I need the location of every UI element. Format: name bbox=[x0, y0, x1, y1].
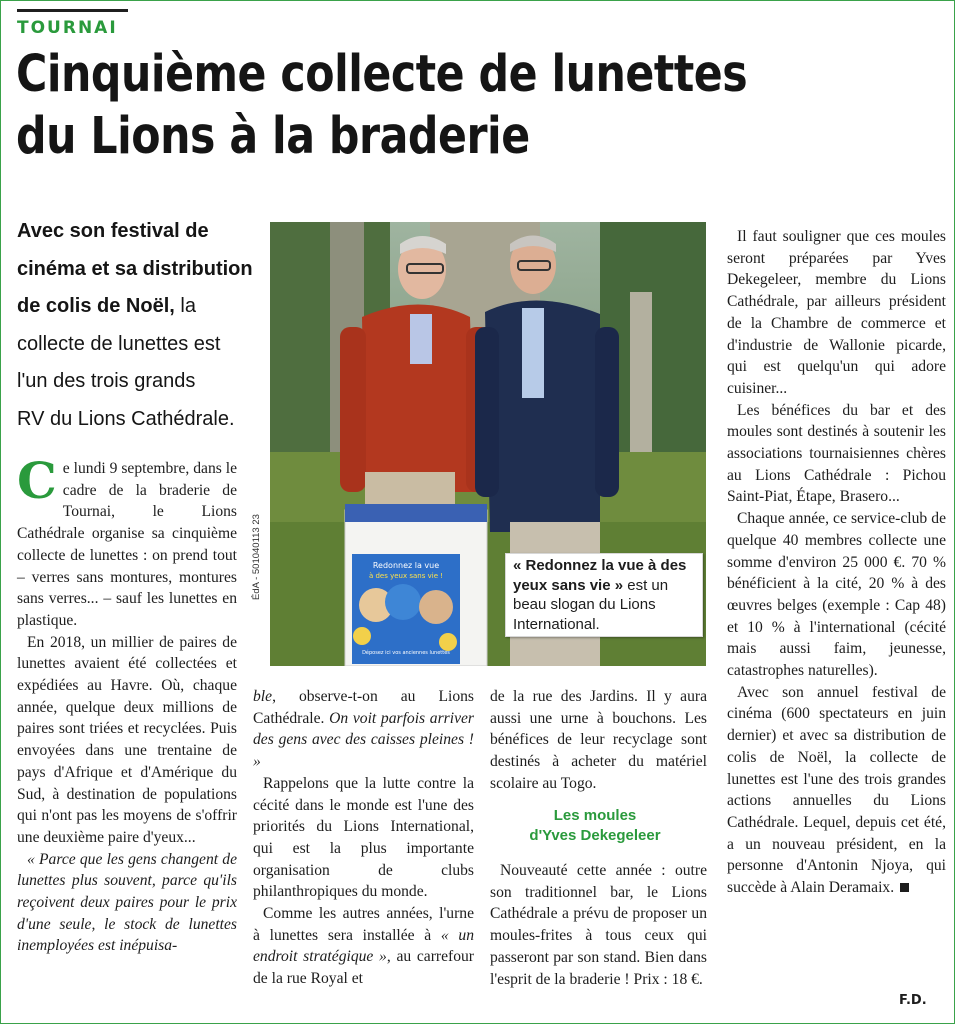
subhead-line-1: Les moules bbox=[553, 807, 637, 824]
article-lead bbox=[17, 213, 262, 438]
article-column-3-continued bbox=[490, 860, 707, 990]
article-headline bbox=[16, 44, 876, 168]
headline-line-1: Cinquième collecte de lunettes bbox=[16, 45, 748, 104]
box-text-1: Redonnez la vue bbox=[372, 561, 440, 570]
paragraph: Nouveauté cette année : outre son traditionnel bar, le Lions Cathédrale a prévu de proposer un moules-frites à tous ceux qui passeront par son stand. Bien dans l'esprit de la braderie ! Prix : 18 €. bbox=[490, 862, 707, 988]
end-mark-icon bbox=[900, 883, 909, 892]
section-subhead bbox=[490, 806, 700, 845]
author-signature: F.D. bbox=[899, 993, 927, 1008]
paragraph: Chaque année, ce service-club de quelque 40 membres collecte une somme d'environ 25 000 €. 70 % bénéficient à la cité, 20 % à des œuvres belges (exemple : Cap 48) et 10 % à l'international (cécité mais aussi faim, jeunesse, catastrophes naturelles). bbox=[727, 510, 946, 680]
headline-line-2: du Lions à la braderie bbox=[16, 107, 530, 166]
paragraph: Les bénéfices du bar et des moules sont destinés à soutenir les associations tournaisiennes chères au Lions Cathédrale : Pichou Saint-Piat, Étape, Brasero... bbox=[727, 401, 946, 506]
drop-cap: C bbox=[17, 451, 57, 510]
box-text-2: à des yeux sans vie ! bbox=[368, 572, 444, 580]
lead-bold-3: de colis de Noël, bbox=[17, 295, 175, 317]
caption-text: est un beau slogan du Lions International. bbox=[513, 576, 669, 633]
paragraph: En 2018, un millier de paires de lunettes avaient été collectées et expédiées au Havre. Où, chaque année, quelque deux millions de paires sont triées et recyclées. Puis envoyées dans une trentaine de pays d'Afrique et d'Amérique du Sud, à destination de populations qui n'ont pas les moyens de s'offrir une deuxième paire d'yeux... bbox=[17, 633, 237, 846]
article-column-3 bbox=[490, 686, 707, 795]
paragraph: Ce lundi 9 septembre, dans le cadre de la braderie de Tournai, le Lions Cathédrale organise sa cinquième collecte de lunettes : on prend tout – verres sans montures, montures sans verres... – sauf les lunettes en plastique. bbox=[17, 451, 237, 629]
lead-text-3: l'un des trois grands bbox=[17, 370, 196, 392]
paragraph: Comme les autres années, l'urne à lunettes sera installée à « un endroit stratégique », au carrefour de la rue Royal et bbox=[253, 905, 474, 988]
paragraph: ble, observe-t-on au Lions Cathédrale. On voit parfois arriver des gens avec des caisses pleines ! » bbox=[253, 688, 474, 771]
lead-bold-2: cinéma et sa distribution bbox=[17, 257, 253, 280]
paragraph: Rappelons que la lutte contre la cécité dans le monde est l'une des priorités du Lions International, qui est la plus importante organisation de clubs philanthropiques du monde. bbox=[253, 774, 474, 901]
article-column-1 bbox=[17, 451, 237, 957]
lead-bold-1: Avec son festival de bbox=[17, 220, 209, 242]
lead-text-4: RV du Lions Cathédrale. bbox=[17, 407, 235, 430]
lead-text-1: la bbox=[174, 295, 196, 317]
section-rubric: TOURNAI bbox=[17, 18, 118, 38]
paragraph: « Parce que les gens changent de lunettes plus souvent, parce qu'ils reçoivent deux paires pour le prix d'une seule, le stock de lunettes inemployées est inépuisa- bbox=[17, 850, 237, 955]
article-column-2 bbox=[253, 686, 474, 990]
lead-text-2: collecte de lunettes est bbox=[17, 332, 221, 355]
photo-caption bbox=[505, 553, 703, 637]
rubric-rule bbox=[17, 9, 128, 12]
caption-bold: « Redonnez la vue à des yeux sans vie » bbox=[513, 557, 687, 594]
paragraph: Il faut souligner que ces moules seront préparées par Yves Dekegeleer, membre du Lions Cathédrale, par ailleurs président de la Chambre de commerce et d'industrie de Wallonie picarde, qui est quelqu'un qui adore cuisiner... bbox=[727, 228, 946, 397]
box-text-3: Déposez ici vos anciennes lunettes bbox=[362, 650, 450, 656]
subhead-line-2: d'Yves Dekegeleer bbox=[529, 826, 661, 844]
article-column-4 bbox=[727, 226, 946, 899]
paragraph: de la rue des Jardins. Il y aura aussi une urne à bouchons. Les bénéfices de leur recyclage sont destinés à acheter du matériel scolaire au Togo. bbox=[490, 688, 707, 792]
paragraph: Avec son annuel festival de cinéma (600 spectateurs en juin dernier) et avec sa distribution de colis de Noël, la collecte de lunettes est l'une des trois grandes actions annuelles du Lions Cathédrale. Lequel, depuis cet été, a un nouveau président, en la personne d'Antonin Njoya, qui succède à Alain Deramaix. bbox=[727, 683, 946, 897]
photo-credit: ÉdA - 501040113 23 bbox=[251, 514, 262, 600]
